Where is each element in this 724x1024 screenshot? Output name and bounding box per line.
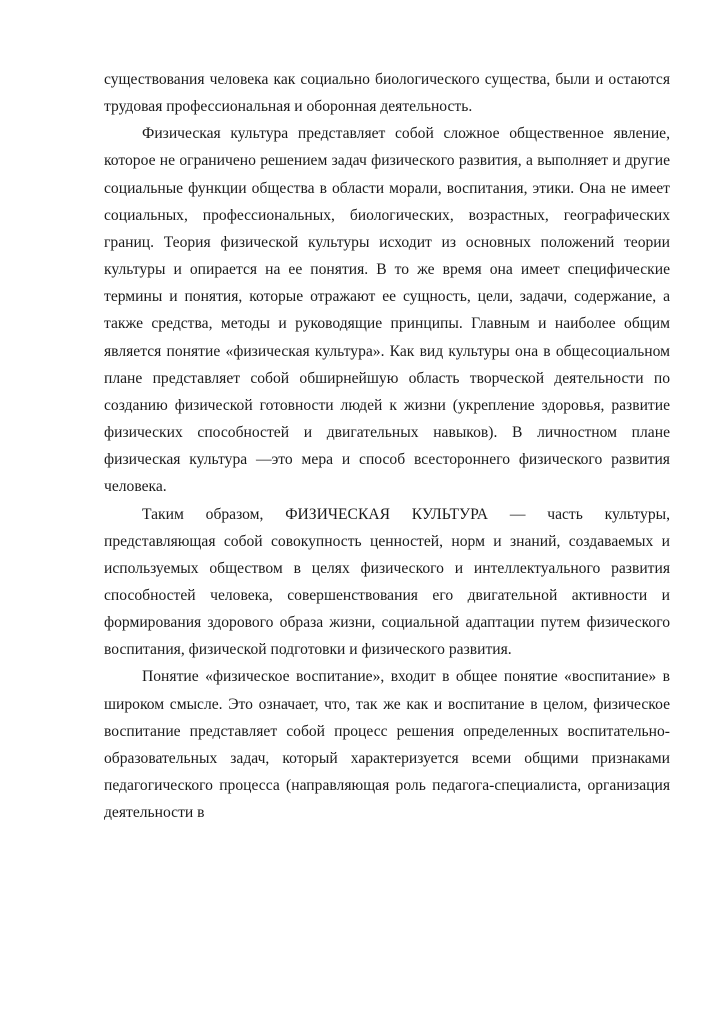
paragraph-4: Понятие «физическое воспитание», входит в общее понятие «воспитание» в широком смысле. Это означает, что, так же как и воспитание в целом, физическое воспитание представляет собой процесс решения определенных воспитательно-образовательных задач, который характеризуется всеми общими признаками педагогического процесса (направляющая роль педагога-специалиста, организация деятельности в	[104, 668, 670, 822]
paragraph-3: Таким образом, ФИЗИЧЕСКАЯ КУЛЬТУРА — часть культуры, представляющая собой совокупность ценностей, норм и знаний, создаваемых и используемых обществом в целях физического и интеллектуального развития способностей человека, совершенствования его двигательной активности и формирования здорового образа жизни, социальной адаптации путем физического воспитания, физической подготовки и физического развития.	[104, 505, 670, 659]
body-text	[104, 66, 670, 826]
paragraph-1: существования человека как социально биологического существа, были и остаются трудовая профессиональная и оборонная деятельность.	[104, 71, 670, 116]
paragraph-2: Физическая культура представляет собой сложное общественное явление, которое не ограничено решением задач физического развития, а выполняет и другие социальные функции общества в области морали, воспитания, этики. Она не имеет социальных, профессиональных, биологических, возрастных, географических границ. Теория физической культуры исходит из основных положений теории культуры и опирается на ее понятия. В то же время она имеет специфические термины и понятия, которые отражают ее сущность, цели, задачи, содержание, а также средства, методы и руководящие принципы. Главным и наиболее общим является понятие «физическая культура». Как вид культуры она в общесоциальном плане представляет собой обширнейшую область творческой деятельности по созданию физической готовности людей к жизни (укрепление здоровья, развитие физических способностей и двигательных навыков). В личностном плане физическая культура —это мера и способ всестороннего физического развития человека.	[104, 125, 670, 496]
